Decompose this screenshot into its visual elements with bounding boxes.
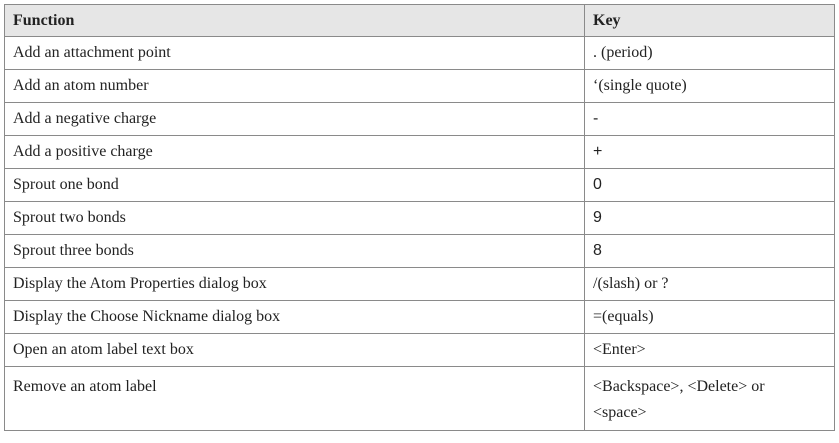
- header-row: [5, 5, 835, 37]
- table-body: [5, 37, 835, 431]
- key-cell: ‘(single quote): [585, 70, 835, 103]
- function-cell: Add an atom number: [5, 70, 585, 103]
- header-function: Function: [5, 5, 585, 37]
- function-cell: Remove an atom label: [5, 367, 585, 431]
- key-cell: 9: [585, 202, 835, 235]
- function-cell: Display the Atom Properties dialog box: [5, 268, 585, 301]
- table-row: [5, 70, 835, 103]
- key-cell: [585, 367, 835, 431]
- function-cell: Display the Choose Nickname dialog box: [5, 301, 585, 334]
- table-row: [5, 136, 835, 169]
- header-key: Key: [585, 5, 835, 37]
- key-cell: . (period): [585, 37, 835, 70]
- table-row: [5, 334, 835, 367]
- key-cell: =(equals): [585, 301, 835, 334]
- keyboard-shortcuts-table: [4, 4, 835, 431]
- key-text: <Backspace>, <Delete> or <space>: [593, 378, 765, 421]
- key-cell: +: [585, 136, 835, 169]
- table-row: [5, 202, 835, 235]
- function-cell: Add a negative charge: [5, 103, 585, 136]
- function-cell: Sprout three bonds: [5, 235, 585, 268]
- function-cell: Sprout one bond: [5, 169, 585, 202]
- key-cell: 0: [585, 169, 835, 202]
- table-row: [5, 301, 835, 334]
- table-row: [5, 169, 835, 202]
- key-cell: -: [585, 103, 835, 136]
- table-header: [5, 5, 835, 37]
- function-cell: Sprout two bonds: [5, 202, 585, 235]
- key-cell: <Enter>: [585, 334, 835, 367]
- table-row: [5, 268, 835, 301]
- table-row: [5, 367, 835, 431]
- key-cell: /(slash) or ?: [585, 268, 835, 301]
- table-row: [5, 103, 835, 136]
- function-cell: Add an attachment point: [5, 37, 585, 70]
- key-cell: 8: [585, 235, 835, 268]
- table-row: [5, 235, 835, 268]
- table-row: [5, 37, 835, 70]
- function-cell: Add a positive charge: [5, 136, 585, 169]
- function-cell: Open an atom label text box: [5, 334, 585, 367]
